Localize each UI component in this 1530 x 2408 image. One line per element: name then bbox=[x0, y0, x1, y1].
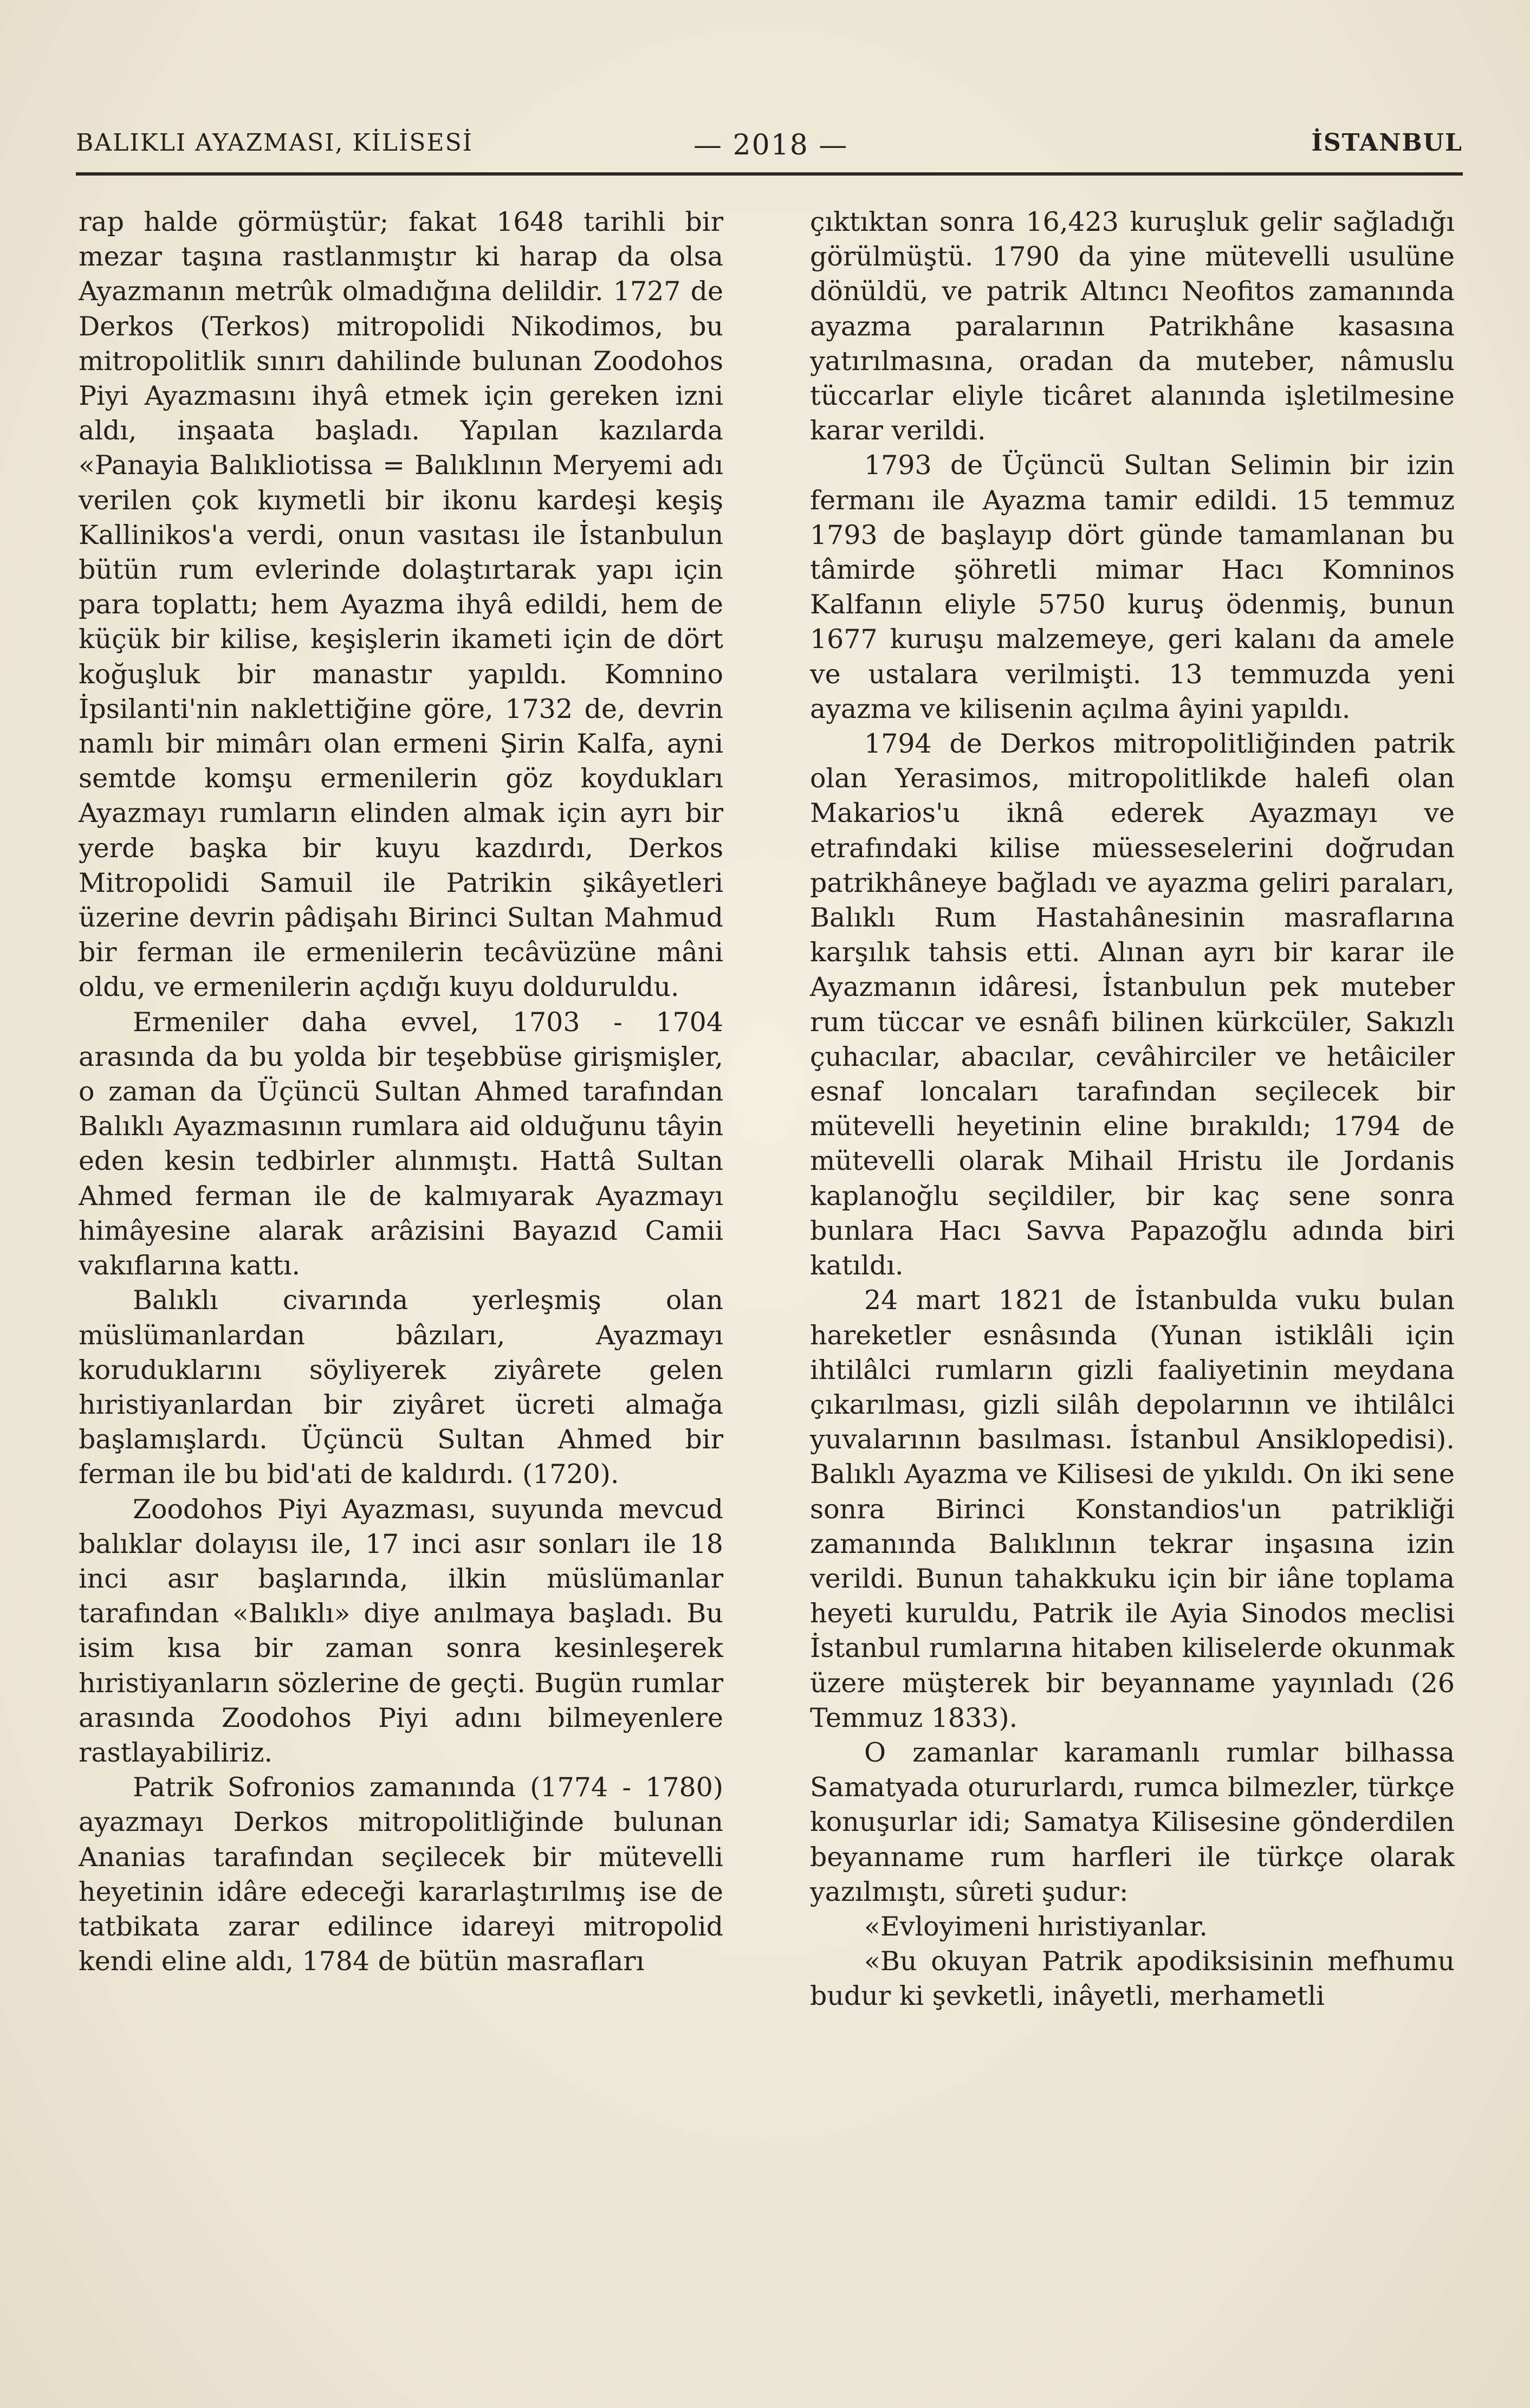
paragraph: Zoodohos Piyi Ayazması, suyunda mevcud balıklar dolayısı ile, 17 inci asır sonları ile 18 inci asır başlarında, ilkin müslümanlar tarafından «Balıklı» diye anılmaya başladı. Bu isim kısa bir zaman sonra kesinleşerek hıristiyanların sözlerine de geçti. Bugün rumlar arasında Zoodohos Piyi adını bilmeyenlere rastlayabiliriz. bbox=[79, 1493, 723, 1768]
paragraph: 24 mart 1821 de İstanbulda vuku bulan hareketler esnâsında (Yunan istiklâli için ihtilâlci rumların gizli faaliyetinin meydana çıkarılması, gizli silâh depolarının ve ihtilâlci yuvalarının basılması. İstanbul Ansiklopedisi). Balıklı Ayazma ve Kilisesi de yıkıldı. On iki sene sonra Birinci Konstandios'un patrikliği zamanında Balıklının tekrar inşasına izin verildi. Bunun tahakkuku için bir iâne toplama heyeti kuruldu, Patrik ile Ayia Sinodos meclisi İstanbul rumlarına hitaben kiliselerde okunmak üzere müşterek bir beyanname yayınladı (26 Temmuz 1833). bbox=[810, 1285, 1455, 1733]
left-column bbox=[79, 205, 723, 1979]
paragraph: 1794 de Derkos mitropolitliğinden patrik olan Yerasimos, mitropolitlikde halefi olan Makarios'u iknâ ederek Ayazmayı ve etrafındaki kilise müesseselerini doğrudan patrikhâneye bağladı ve ayazma geliri paraları, Balıklı Rum Hastahânesinin masraflarına karşılık tahsis etti. Alınan ayrı bir karar ile Ayazmanın idâresi, İstanbulun pek muteber rum tüccar ve esnâfı bilinen kürkcüler, Sakızlı çuhacılar, abacılar, cevâhirciler ve hetâiciler esnaf loncaları tarafından seçilecek bir mütevelli heyetinin eline bırakıldı; 1794 de mütevelli olarak Mihail Hristu ile Jordanis kaplanoğlu seçildiler, bir kaç sene sonra bunlara Hacı Savva Papazoğlu adında biri katıldı. bbox=[810, 728, 1455, 1281]
header-section-title: BALIKLI AYAZMASI, KİLİSESİ bbox=[76, 129, 474, 157]
paragraph: rap halde görmüştür; fakat 1648 tarihli bir mezar taşına rastlanmıştır ki harap da olsa Ayazmanın metrûk olmadığına delildir. 1727 de Derkos (Terkos) mitropolidi Nikodimos, bu mitropolitlik sınırı dahilinde bulunan Zoodohos Piyi Ayazmasını ihyâ etmek için gereken izni aldı, inşaata başladı. Yapılan kazılarda «Panayia Balıkliotissa = Balıklının Meryemi adı verilen çok kıymetli bir ikonu kardeşi keşiş Kallinikos'a verdi, onun vasıtası ile İstanbulun bütün rum evlerinde dolaştırtarak yapı için para toplattı; hem Ayazma ihyâ edildi, hem de küçük bir kilise, keşişlerin ikameti için de dört koğuşluk bir manastır yapıldı. Komnino İpsilanti'nin naklettiğine göre, 1732 de, devrin namlı bir mimârı olan ermeni Şirin Kalfa, ayni semtde komşu ermenilerin göz koydukları Ayazmayı rumların elinden almak için ayrı bir yerde başka bir kuyu kazdırdı, Derkos Mitropolidi Samuil ile Patrikin şikâyetleri üzerine devrin pâdişahı Birinci Sultan Mahmud bir ferman ile ermenilerin tecâvüzüne mâni oldu, ve ermenilerin açdığı kuyu dolduruldu. bbox=[79, 206, 723, 1003]
right-column bbox=[810, 205, 1455, 2014]
header-city: İSTANBUL bbox=[1311, 129, 1463, 157]
header-rule bbox=[76, 172, 1463, 176]
running-header bbox=[76, 129, 1463, 167]
paragraph: «Bu okuyan Patrik apodiksisinin mefhumu budur ki şevketli, inâyetli, merhametli bbox=[810, 1946, 1455, 2012]
paragraph: «Evloyimeni hıristiyanlar. bbox=[864, 1911, 1208, 1942]
paragraph: 1793 de Üçüncü Sultan Selimin bir izin fermanı ile Ayazma tamir edildi. 15 temmuz 1793 de başlayıp dört günde tamamlanan bu tâmirde şöhretli mimar Hacı Komninos Kalfanın eliyle 5750 kuruş ödenmiş, bunun 1677 kuruşu malzemeye, geri kalanı da amele ve ustalara verilmişti. 13 temmuzda yeni ayazma ve kilisenin açılma âyini yapıldı. bbox=[810, 450, 1455, 724]
paragraph: Balıklı civarında yerleşmiş olan müslümanlardan bâzıları, Ayazmayı koruduklarını söyliyerek ziyârete gelen hıristiyanlardan bir ziyâret ücreti almağa başlamışlardı. Üçüncü Sultan Ahmed bir ferman ile bu bid'ati de kaldırdı. (1720). bbox=[79, 1285, 723, 1490]
page-number: — 2018 — bbox=[693, 129, 848, 161]
paragraph: Ermeniler daha evvel, 1703 - 1704 arasında da bu yolda bir teşebbüse girişmişler, o zaman da Üçüncü Sultan Ahmed tarafından Balıklı Ayazmasının rumlara aid olduğunu tâyin eden kesin tedbirler alınmıştı. Hattâ Sultan Ahmed ferman ile de kalmıyarak Ayazmayı himâyesine alarak arâzisini Bayazıd Camii vakıflarına kattı. bbox=[79, 1006, 723, 1281]
paragraph: O zamanlar karamanlı rumlar bilhassa Samatyada otururlardı, rumca bilmezler, türkçe konuşurlar idi; Samatya Kilisesine gönderdilen beyanname rum harfleri ile türkçe olarak yazılmıştı, sûreti şudur: bbox=[810, 1737, 1455, 1907]
paragraph: çıktıktan sonra 16,423 kuruşluk gelir sağladığı görülmüştü. 1790 da yine mütevelli usulüne dönüldü, ve patrik Altıncı Neofitos zamanında ayazma paralarının Patrikhâne kasasına yatırılmasına, oradan da muteber, nâmuslu tüccarlar eliyle ticâret alanında işletilmesine karar verildi. bbox=[810, 206, 1455, 446]
paragraph: Patrik Sofronios zamanında (1774 - 1780) ayazmayı Derkos mitropolitliğinde bulunan Ananias tarafından seçilecek bir mütevelli heyetinin idâre edeceği kararlaştırılmış ise de tatbikata zarar edilince idareyi mitropolid kendi eline aldı, 1784 de bütün masrafları bbox=[79, 1772, 723, 1977]
